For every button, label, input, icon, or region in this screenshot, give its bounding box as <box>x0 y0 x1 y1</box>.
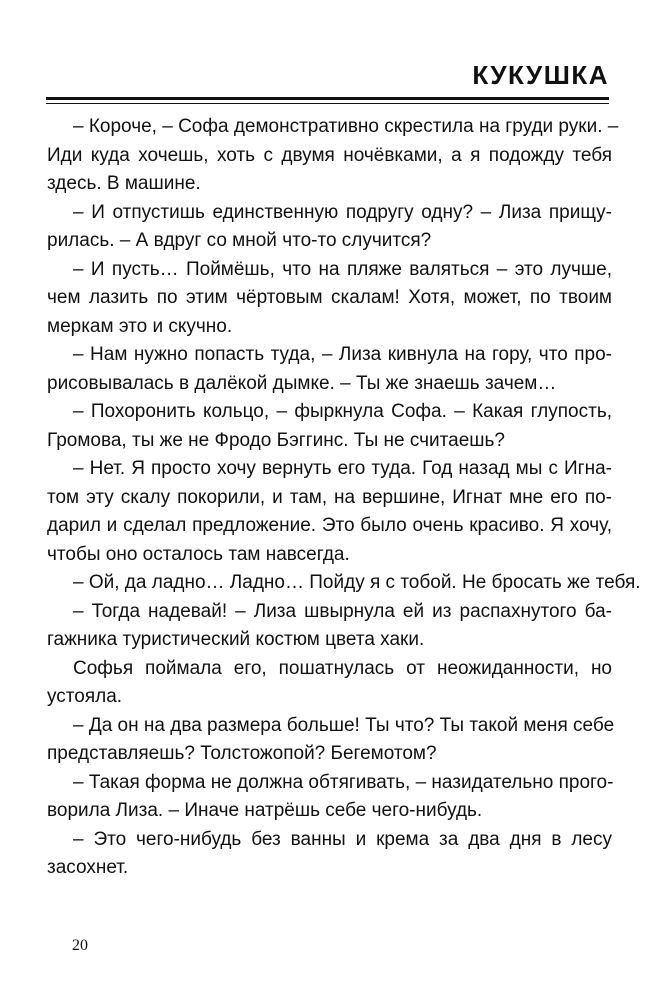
text-line: том эту скалу покорили, и там, на вершине, Игнат мне его по- <box>47 486 612 508</box>
text-line: Софья поймала его, пошатнулась от неожиданности, но <box>73 657 612 679</box>
text-line: засохнет. <box>47 857 129 878</box>
text-line: дарил и сделал предложение. Это было очень красиво. Я хочу, <box>47 515 612 536</box>
text-line: здесь. В машине. <box>47 173 201 194</box>
text-line: – Ой, да ладно… Ладно… Пойду я с тобой. Не бросать же тебя. <box>73 572 641 593</box>
text-line: – Нет. Я просто хочу вернуть его туда. Год назад мы с Игна- <box>73 458 612 479</box>
text-line: – Это чего-нибудь без ванны и крема за два дня в лесу <box>73 828 612 850</box>
text-line: – Нам нужно попасть туда, – Лиза кивнула на гору, что про- <box>73 344 612 365</box>
text-line: – Короче, – Софа демонстративно скрестила на груди руки. – <box>73 116 619 137</box>
text-line: представляешь? Толстожопой? Бегемотом? <box>47 743 437 764</box>
text-line: – Похоронить кольцо, – фыркнула Софа. – Какая глупость, <box>73 401 612 422</box>
page-number: 20 <box>72 937 88 954</box>
text-line: рилась. – А вдруг со мной что-то случится? <box>47 230 432 251</box>
text-line: – И пусть… Поймёшь, что на пляже валяться – это лучше, <box>73 258 612 280</box>
text-line: устояла. <box>47 686 123 707</box>
text-line: – Да он на два размера больше! Ты что? Ты такой меня себе <box>73 714 615 736</box>
text-line: меркам это и скучно. <box>47 315 233 337</box>
text-line: Громова, ты же не Фродо Бэггинс. Ты не считаешь? <box>47 429 505 451</box>
text-line: Иди куда хочешь, хоть с двумя ночёвками, а я подожду тебя <box>47 144 612 166</box>
header-rule <box>46 97 609 104</box>
text-line: рисовывалась в далёкой дымке. – Ты же знаешь зачем… <box>47 372 557 394</box>
text-line: гажника туристический костюм цвета хаки. <box>47 629 425 650</box>
running-header-title: КУКУШКА <box>472 60 609 90</box>
body-text <box>47 113 641 883</box>
text-line: чем лазить по этим чёртовым скалам! Хотя, может, по твоим <box>47 287 612 308</box>
text-line: ворила Лиза. – Иначе натрёшь себе чего-нибудь. <box>47 800 483 821</box>
text-line: – Такая форма не должна обтягивать, – назидательно прого- <box>73 771 614 793</box>
text-line: чтобы оно осталось там навсегда. <box>47 543 350 565</box>
text-line: – И отпустишь единственную подругу одну? – Лиза прищу- <box>73 201 612 223</box>
text-line: – Тогда надевай! – Лиза швырнула ей из распахнутого ба- <box>73 600 612 622</box>
